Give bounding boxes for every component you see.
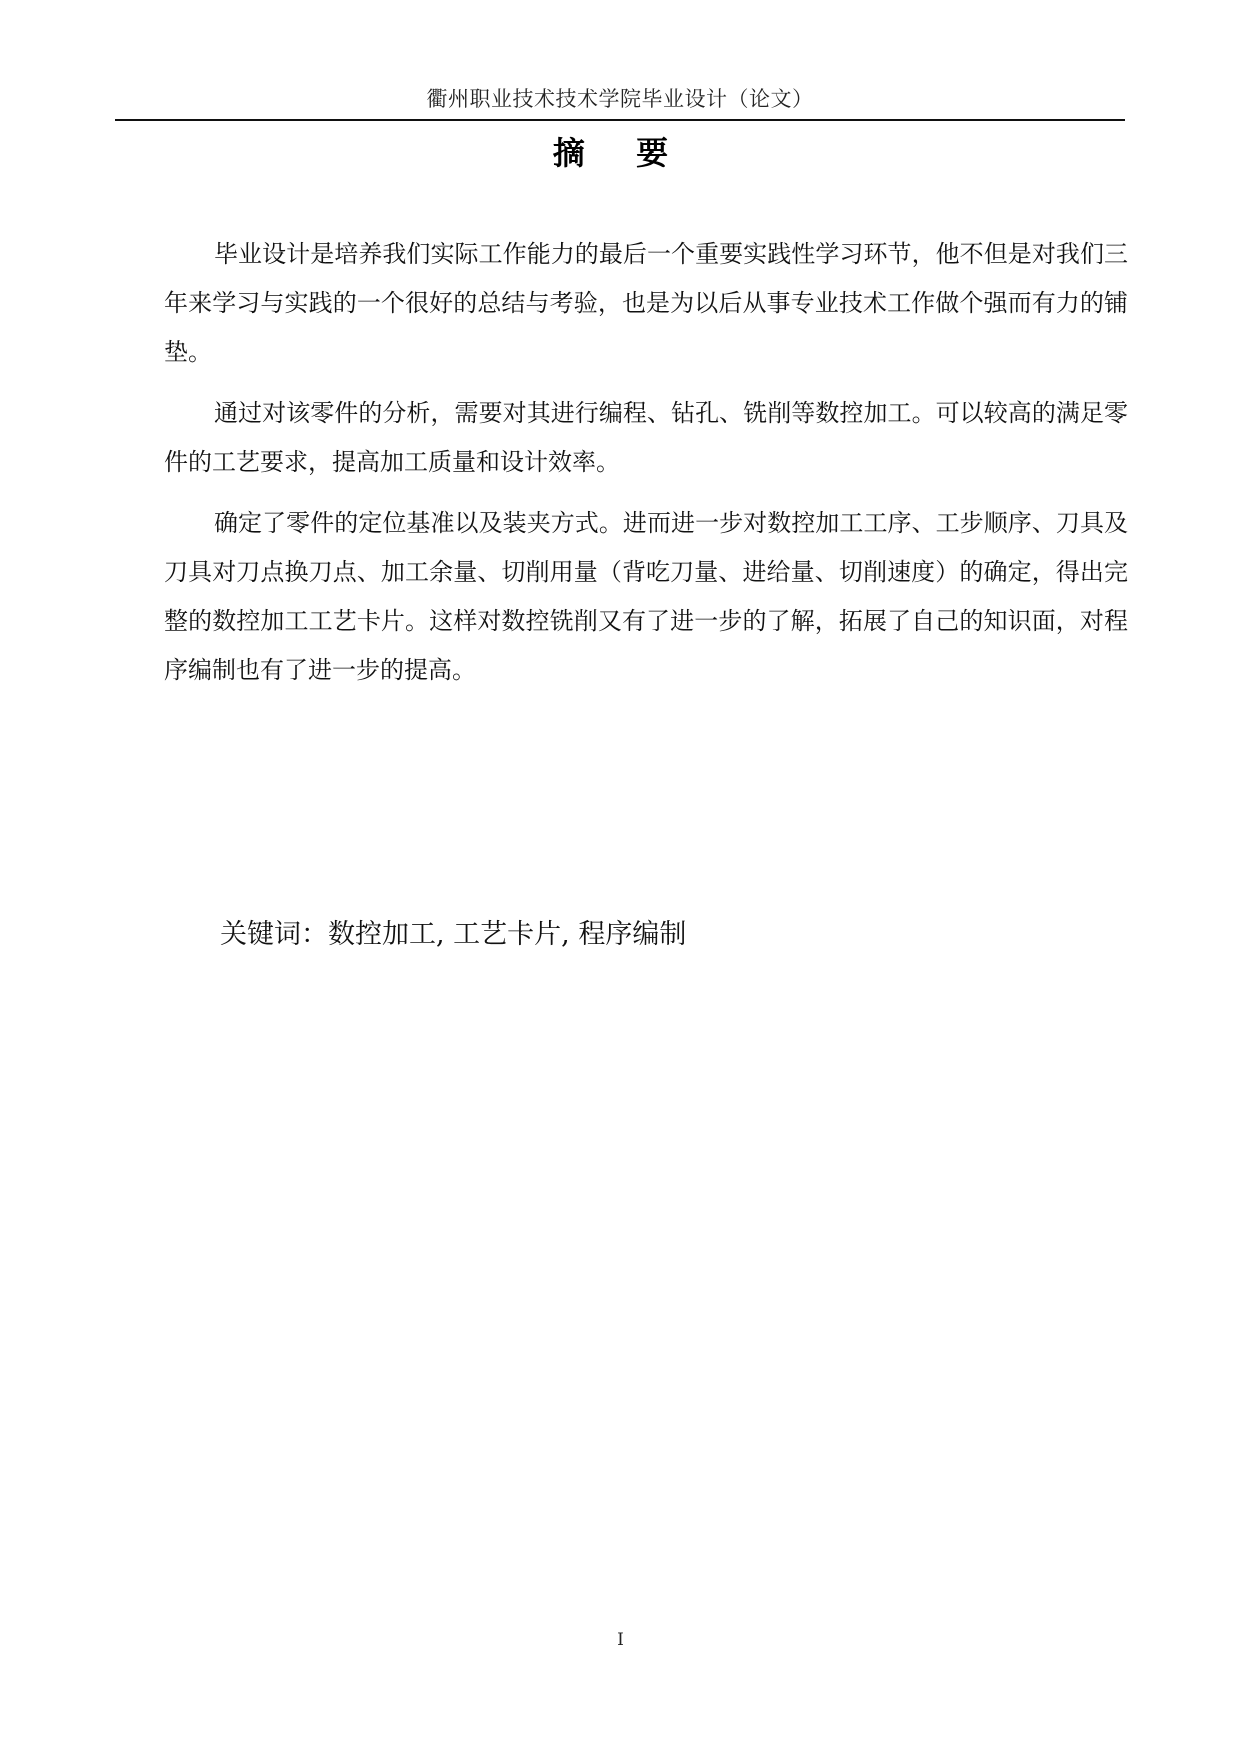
page-title: 摘 要: [552, 134, 689, 172]
header-divider: [115, 119, 1125, 121]
keywords-line: [220, 917, 686, 953]
page-number: I: [617, 1630, 624, 1650]
abstract-paragraph-3: 确定了零件的定位基准以及装夹方式。进而进一步对数控加工工序、工步顺序、刀具及刀具对刀点换刀点、加工余量、切削用量（背吃刀量、进给量、切削速度）的确定，得出完整的数控加工工艺卡片。这样对数控铣削又有了进一步的了解，拓展了自己的知识面，对程序编制也有了进一步的提高。: [164, 509, 1128, 684]
keywords-value: 数控加工, 工艺卡片, 程序编制: [328, 919, 687, 950]
running-header: 衢州职业技术技术学院毕业设计（论文）: [426, 87, 814, 111]
abstract-paragraph-1: 毕业设计是培养我们实际工作能力的最后一个重要实践性学习环节，他不但是对我们三年来学习与实践的一个很好的总结与考验，也是为以后从事专业技术工作做个强而有力的铺垫。: [164, 240, 1128, 366]
abstract-body: [164, 230, 1128, 707]
keywords-label: 关键词：: [220, 919, 328, 950]
abstract-paragraph-2: 通过对该零件的分析，需要对其进行编程、钻孔、铣削等数控加工。可以较高的满足零件的工艺要求，提高加工质量和设计效率。: [164, 399, 1128, 476]
